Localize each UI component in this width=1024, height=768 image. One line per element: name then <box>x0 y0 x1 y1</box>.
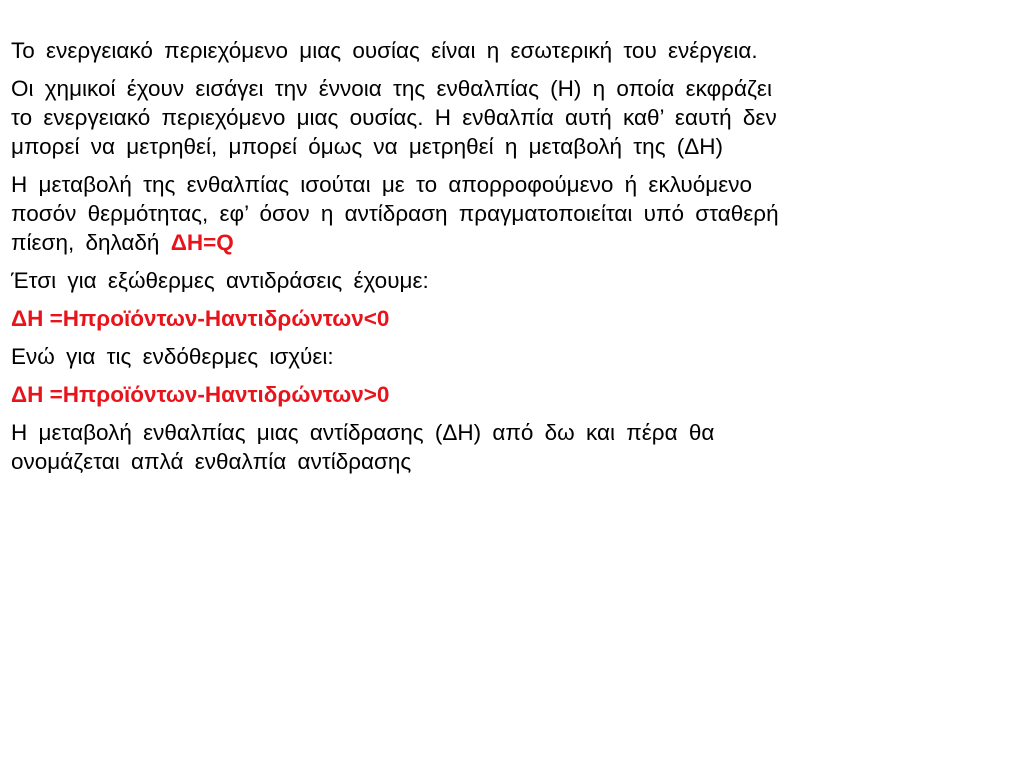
paragraph-line: Ενώ για τις ενδόθερμες ισχύει: <box>11 344 334 369</box>
paragraph-line: Η μεταβολή της ενθαλπίας ισούται με το απορροφούμενο ή εκλυόμενο <box>11 172 752 197</box>
paragraph-reaction-enthalpy <box>11 418 1001 476</box>
paragraph-exothermic-intro <box>11 266 1001 295</box>
paragraph-line: Οι χημικοί έχουν εισάγει την έννοια της ενθαλπίας (Η) η οποία εκφράζει <box>11 76 772 101</box>
paragraph-line: το ενεργειακό περιεχόμενο μιας ουσίας. Η ενθαλπία αυτή καθ’ εαυτή δεν <box>11 105 777 130</box>
paragraph-line: μπορεί να μετρηθεί, μπορεί όμως να μετρηθεί η μεταβολή της (ΔΗ) <box>11 134 724 159</box>
paragraph-endothermic-intro <box>11 342 1001 371</box>
paragraph-line: Έτσι για εξώθερμες αντιδράσεις έχουμε: <box>11 268 429 293</box>
formula-line: ΔΗ =Ηπροϊόντων-Ηαντιδρώντων<0 <box>11 306 390 331</box>
slide-content <box>11 36 1001 485</box>
paragraph-enthalpy-change <box>11 170 1001 257</box>
formula-dh-equals-q: ΔΗ=Q <box>170 230 234 255</box>
paragraph-enthalpy-definition <box>11 74 1001 161</box>
paragraph-internal-energy <box>11 36 1001 65</box>
paragraph-line: ποσόν θερμότητας, εφ’ όσον η αντίδραση πραγματοποιείται υπό σταθερή <box>11 201 779 226</box>
paragraph-line: ονομάζεται απλά ενθαλπία αντίδρασης <box>11 449 412 474</box>
paragraph-line: Η μεταβολή ενθαλπίας μιας αντίδρασης (ΔΗ) από δω και πέρα θα <box>11 420 715 445</box>
formula-endothermic <box>11 380 1001 409</box>
formula-line: ΔΗ =Ηπροϊόντων-Ηαντιδρώντων>0 <box>11 382 390 407</box>
formula-exothermic <box>11 304 1001 333</box>
paragraph-line <box>11 228 1001 257</box>
paragraph-text: πίεση, δηλαδή <box>11 230 171 255</box>
paragraph-line: Το ενεργειακό περιεχόμενο μιας ουσίας είναι η εσωτερική του ενέργεια. <box>11 38 758 63</box>
